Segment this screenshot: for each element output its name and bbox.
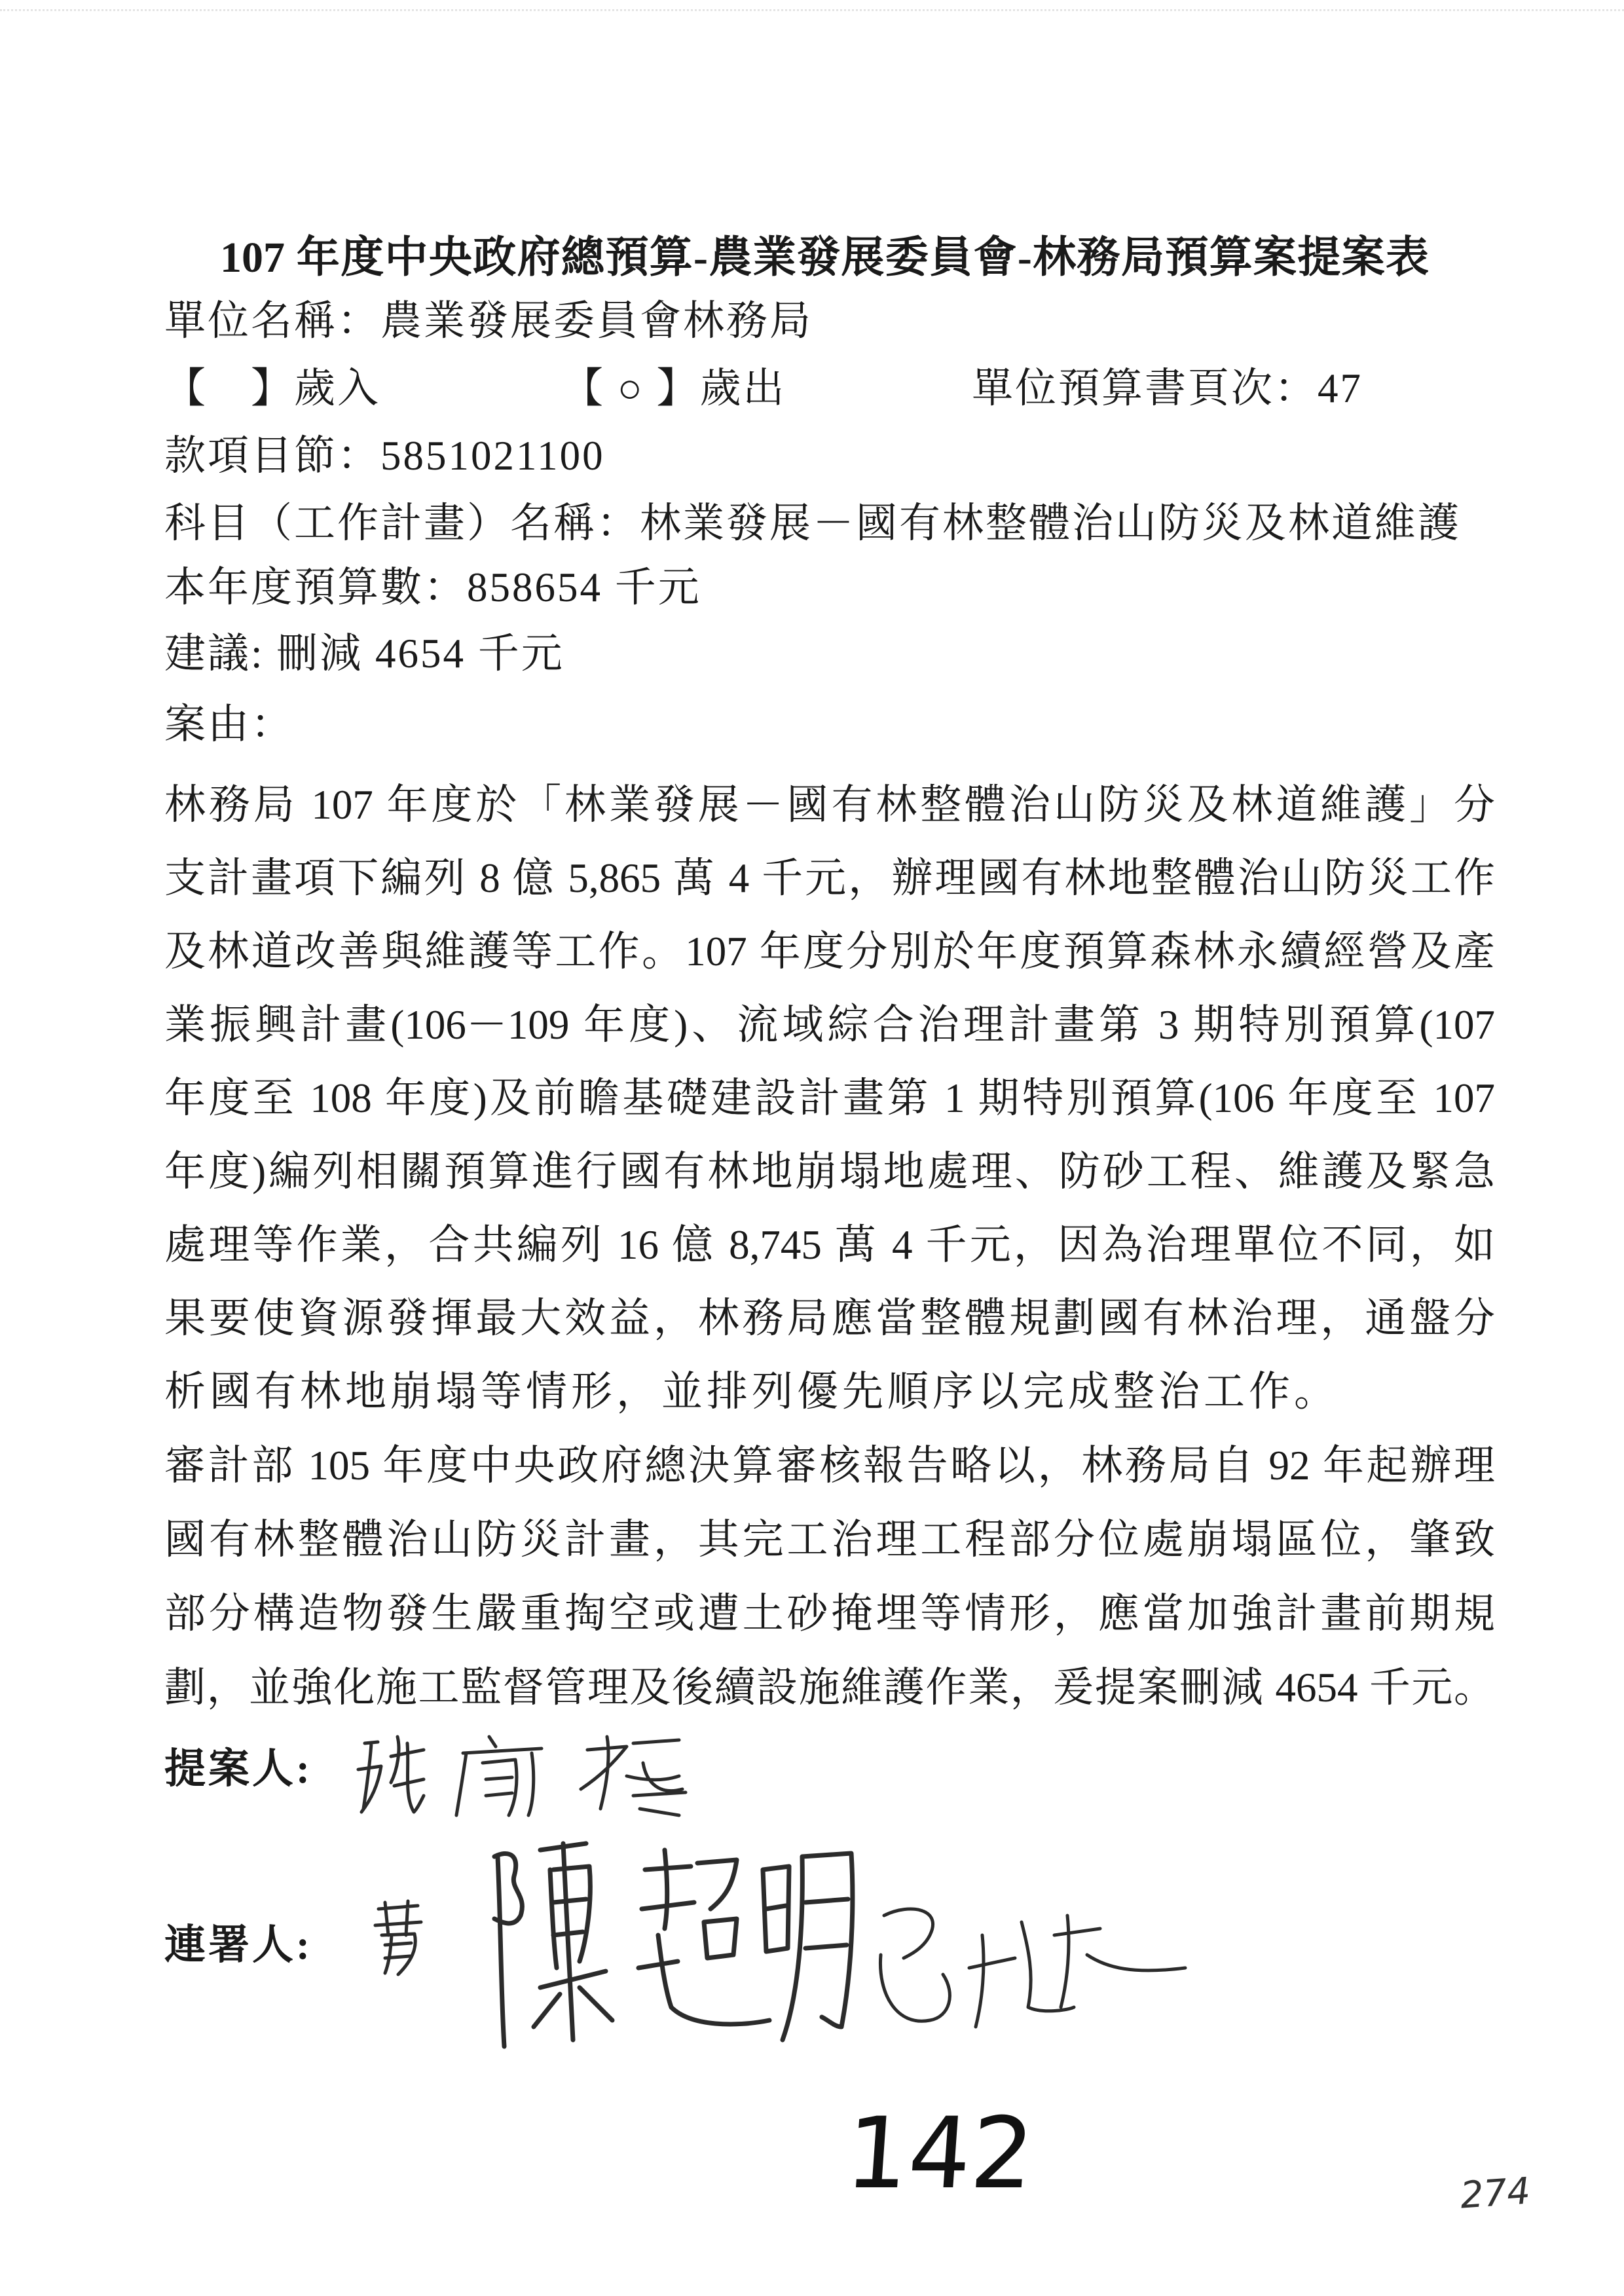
program-name-row	[164, 497, 1461, 549]
program-name-value: 林業發展－國有林整體治山防災及林道維護	[640, 500, 1461, 546]
reason-line: 支計畫項下編列 8 億 5,865 萬 4 千元，辦理國有林地整體治山防災工作	[164, 855, 1495, 901]
handwritten-sheet-number: 274	[1458, 2170, 1532, 2217]
current-budget-value: 858654 千元	[467, 565, 701, 610]
reason-line: 部分構造物發生嚴重掏空或遭土砂掩埋等情形，應當加強計畫前期規	[164, 1591, 1495, 1637]
account-code-row	[164, 430, 605, 482]
expenditure-label: 歲出	[699, 365, 786, 411]
budget-book-page-label: 單位預算書頁次：	[972, 365, 1318, 411]
reason-line: 審計部 105 年度中央政府總決算審核報告略以，林務局自 92 年起辦理	[164, 1443, 1495, 1489]
budget-book-page-row	[972, 362, 1363, 415]
account-code-value: 5851021100	[380, 433, 605, 479]
reason-paragraph-1	[164, 768, 1495, 1428]
cosigner-signature-3	[871, 1896, 1192, 2033]
scan-edge-artifact	[0, 9, 1624, 11]
cosigners-label: 連署人:	[164, 1922, 312, 1968]
unit-name-row	[164, 295, 813, 347]
reason-paragraph-2	[164, 1429, 1495, 1725]
reason-line: 業振興計畫(106－109 年度)、流域綜合治理計畫第 3 期特別預算(107	[164, 1002, 1495, 1048]
current-budget-row	[164, 561, 701, 614]
proposal-label: 建議:	[164, 631, 277, 676]
revenue-label: 歲入	[294, 365, 380, 411]
expenditure-mark: 【 ○ 】	[562, 365, 700, 411]
current-budget-label: 本年度預算數：	[164, 565, 467, 610]
revenue-option	[164, 362, 380, 415]
reason-label: 案由：	[164, 701, 294, 747]
reason-line: 國有林整體治山防災計畫，其完工治理工程部分位處崩塌區位，肇致	[164, 1517, 1495, 1563]
revenue-mark: 【 】	[164, 365, 294, 411]
program-name-label: 科目（工作計畫）名稱：	[164, 500, 640, 546]
reason-line: 析國有林地崩塌等情形，並排列優先順序以完成整治工作。	[164, 1369, 1339, 1415]
proposal-value: 刪減 4654 千元	[276, 631, 564, 676]
expenditure-option	[562, 362, 786, 415]
reason-line: 年度至 108 年度)及前瞻基礎建設計畫第 1 期特別預算(106 年度至 107	[164, 1075, 1495, 1121]
proposer-label: 提案人:	[164, 1746, 312, 1792]
unit-name-label: 單位名稱：	[164, 298, 380, 344]
reason-line: 及林道改善與維護等工作。107 年度分別於年度預算森林永續經營及產	[164, 929, 1495, 974]
reason-line: 劃，並強化施工監督管理及後續設施維護作業，爰提案刪減 4654 千元。	[164, 1665, 1495, 1711]
reason-line: 年度)編列相關預算進行國有林地崩塌地處理、防砂工程、維護及緊急	[164, 1149, 1495, 1194]
cosigner-signature-1	[372, 1896, 428, 1981]
reason-line: 林務局 107 年度於「林業發展－國有林整體治山防災及林道維護」分	[164, 782, 1495, 828]
document-title: 107 年度中央政府總預算-農業發展委員會-林務局預算案提案表	[220, 234, 1429, 282]
reason-line: 果要使資源發揮最大效益，林務局應當整體規劃國有林治理，通盤分	[164, 1295, 1495, 1341]
budget-book-page-value: 47	[1318, 365, 1363, 411]
handwritten-page-number: 142	[841, 2097, 1038, 2211]
reason-line: 處理等作業，合共編列 16 億 8,745 萬 4 千元，因為治理單位不同，如	[164, 1222, 1495, 1268]
unit-name-value: 農業發展委員會林務局	[380, 298, 813, 344]
proposal-row	[164, 627, 564, 680]
account-code-label: 款項目節：	[164, 433, 380, 479]
proposer-signature	[352, 1724, 692, 1822]
cosigner-signature-2	[475, 1830, 868, 2053]
